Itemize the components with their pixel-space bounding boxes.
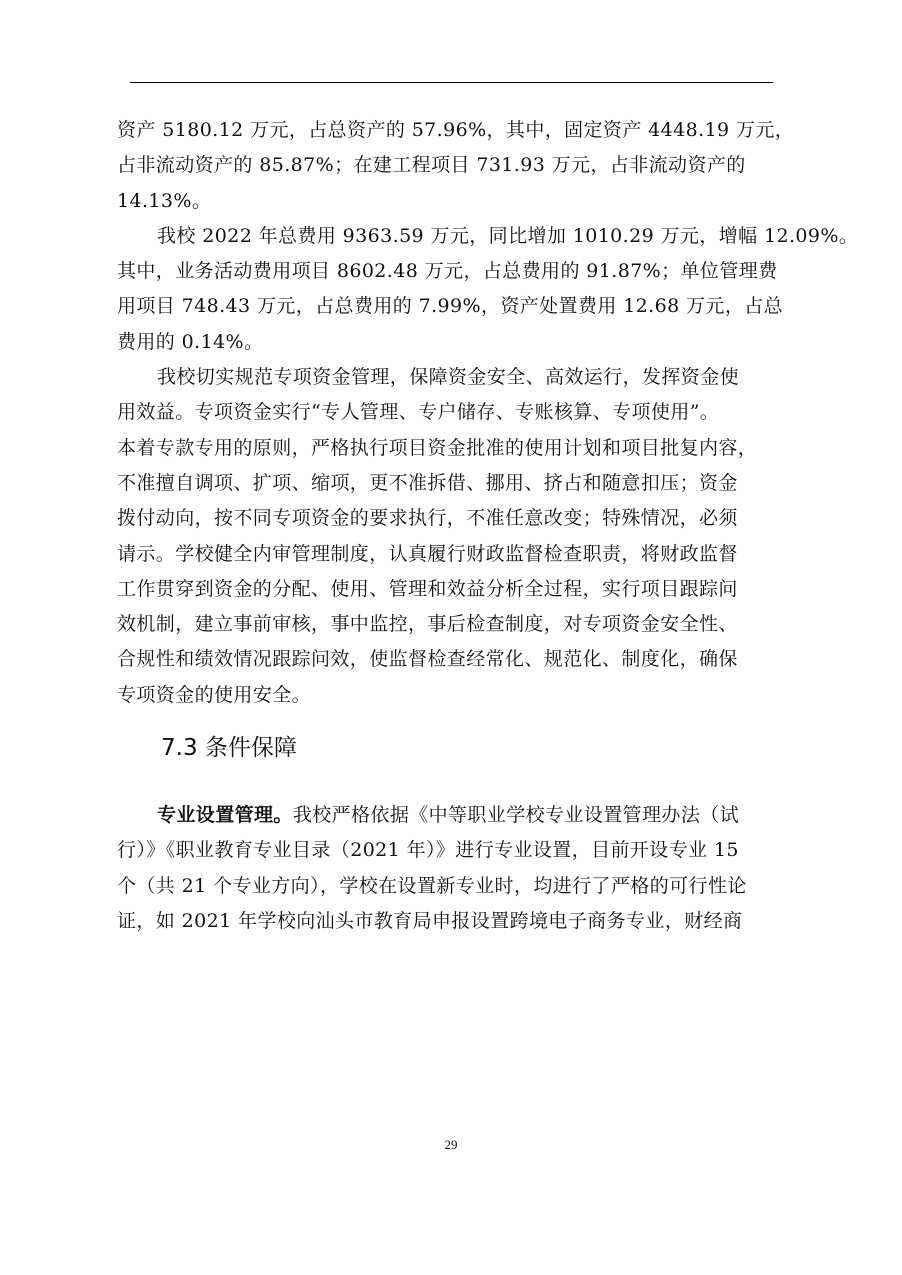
text-line: [117, 798, 787, 833]
text-line: 效机制，建立事前审核，事中监控，事后检查制度，对专项资金安全性、: [117, 613, 738, 636]
text-line: 本着专款专用的原则，严格执行项目资金批准的使用计划和项目批复内容，: [117, 436, 758, 459]
paragraph-assets: [117, 113, 795, 219]
text-line: 证，如 2021 年学校向汕头市教育局申报设置跨境电子商务专业，财经商: [117, 909, 743, 932]
paragraph-special-funds: [117, 360, 787, 713]
text-line: 用效益。专项资金实行“专人管理、专户储存、专账核算、专项使用”。: [117, 401, 720, 424]
page-number: 29: [444, 1137, 458, 1152]
lead-line-rest: 我校严格依据《中等职业学校专业设置管理办法（试: [292, 804, 740, 827]
text-line: 费用的 0.14%。: [117, 330, 264, 353]
text-line: 用项目 748.43 万元，占总费用的 7.99%，资产处置费用 12.68 万元，占总: [117, 295, 784, 318]
text-line: 占非流动资产的 85.87%；在建工程项目 731.93 万元，占非流动资产的: [117, 154, 746, 177]
text-line: 个（共 21 个专业方向），学校在设置新专业时，均进行了严格的可行性论: [117, 874, 747, 897]
text-line: 我校切实规范专项资金管理，保障资金安全、高效运行，发挥资金使: [157, 366, 740, 389]
section-heading: 7.3 条件保障: [161, 735, 297, 762]
text-line: 拨付动向，按不同专项资金的要求执行，不准任意改变；特殊情况，必须: [117, 507, 738, 530]
lead-term: 专业设置管理。: [157, 804, 293, 827]
text-line: 行）》《职业教育专业目录（2021 年）》进行专业设置，目前开设专业 15: [117, 839, 739, 862]
paragraph-major-management: [117, 798, 787, 939]
text-line: 不准擅自调项、扩项、缩项，更不准拆借、挪用、挤占和随意扣压；资金: [117, 471, 738, 494]
text-line: 资产 5180.12 万元，占总资产的 57.96%，其中，固定资产 4448.19 万元，: [117, 119, 795, 141]
text-line: 专项资金的使用安全。: [117, 683, 312, 706]
text-line: 其中，业务活动费用项目 8602.48 万元，占总费用的 91.87%；单位管理费: [117, 260, 778, 283]
text-line: 我校 2022 年总费用 9363.59 万元，同比增加 1010.29 万元，增幅 12.09%。: [157, 224, 859, 247]
text-line: 14.13%。: [117, 189, 212, 212]
text-line: 工作贯穿到资金的分配、使用、管理和效益分析全过程，实行项目跟踪问: [117, 577, 738, 600]
document-body: [117, 113, 859, 939]
text-line: 合规性和绩效情况跟踪问效，使监督检查经常化、规范化、制度化，确保: [117, 648, 738, 671]
paragraph-expenses: [117, 219, 859, 360]
text-line: 请示。学校健全内审管理制度，认真履行财政监督检查职责，将财政监督: [117, 542, 738, 565]
header-rule: [130, 82, 773, 83]
